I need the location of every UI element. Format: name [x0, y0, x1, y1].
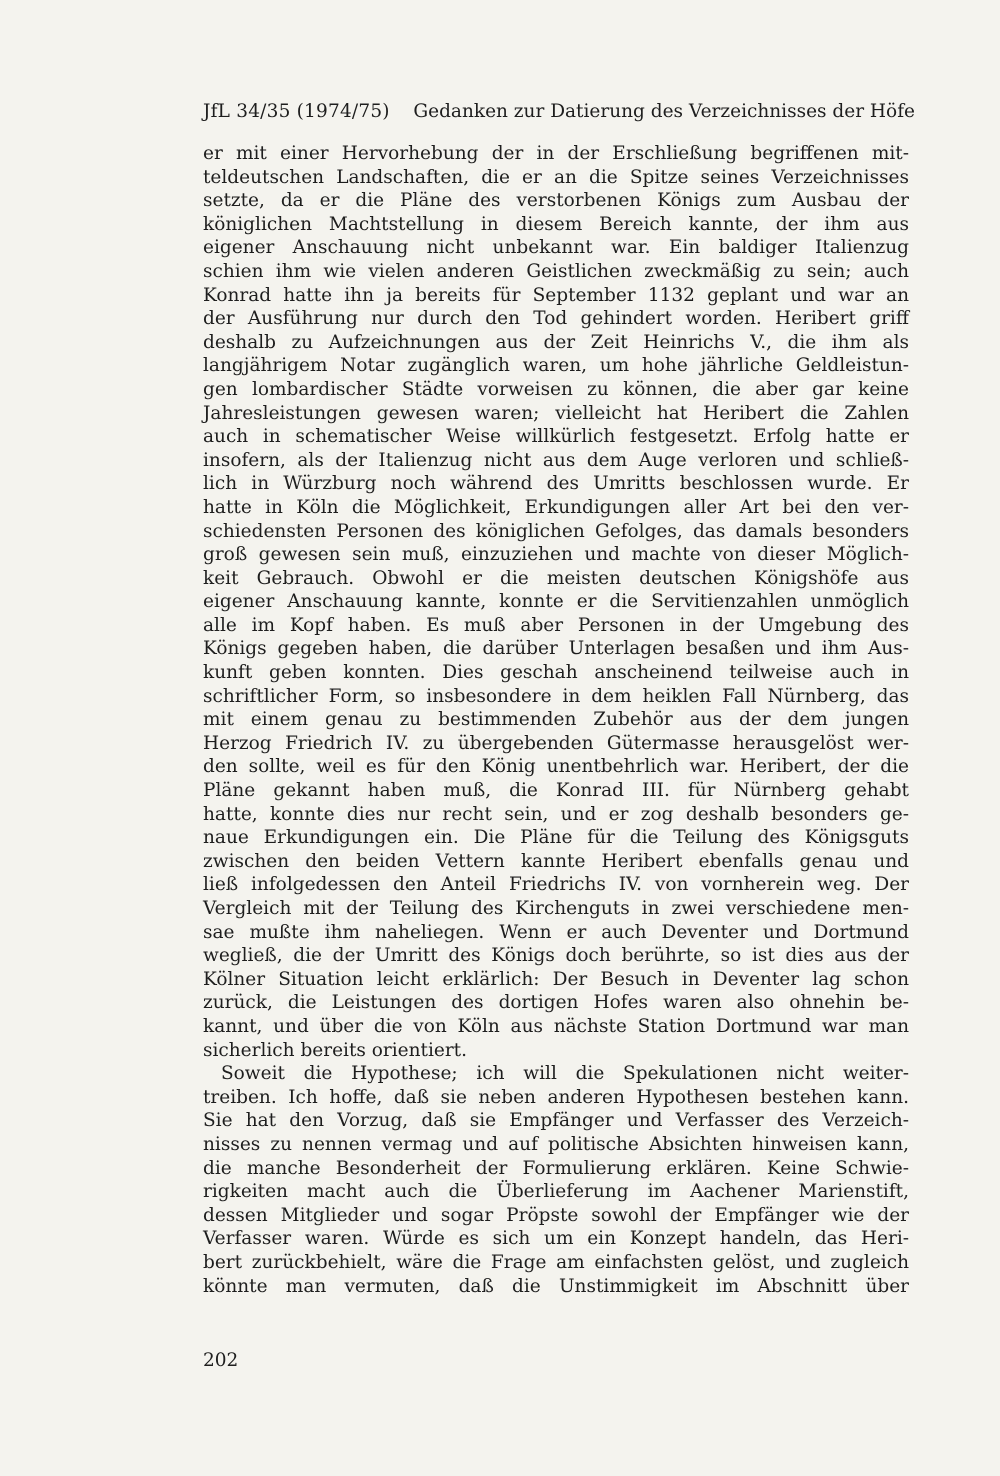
text-line: setzte, da er die Pläne des verstorbenen Königs zum Ausbau der [203, 190, 909, 212]
text-line: nisses zu nennen vermag und auf politische Absichten hinweisen kann, [203, 1133, 909, 1155]
text-line: königlichen Machtstellung in diesem Bereich kannte, der ihm aus [203, 213, 909, 235]
text-line: Soweit die Hypothese; ich will die Spekulationen nicht weiter- [221, 1063, 909, 1085]
paragraph [203, 142, 909, 1062]
text-line: kannt, und über die von Köln aus nächste Station Dortmund war man [203, 1015, 909, 1037]
text-line: zwischen den beiden Vettern kannte Heribert ebenfalls genau und [203, 850, 909, 872]
text-line: wegließ, die der Umritt des Königs doch berührte, so ist dies aus der [203, 945, 909, 967]
text-line: der Ausführung nur durch den Tod gehindert worden. Heribert griff [203, 308, 909, 330]
text-line: langjährigem Notar zugänglich waren, um hohe jährliche Geldleistun- [203, 355, 909, 377]
text-line: insofern, als der Italienzug nicht aus dem Auge verloren und schließ- [203, 449, 909, 471]
text-line: Jahresleistungen gewesen waren; vielleicht hat Heribert die Zahlen [203, 402, 909, 424]
text-line: rigkeiten macht auch die Überlieferung im Aachener Marienstift, [203, 1181, 909, 1203]
text-line: lich in Würzburg noch während des Umritts beschlossen wurde. Er [203, 473, 909, 495]
text-line: teldeutschen Landschaften, die er an die Spitze seines Verzeichnisses [203, 166, 909, 188]
text-line: hatte in Köln die Möglichkeit, Erkundigungen aller Art bei den ver- [203, 496, 909, 518]
running-head [203, 100, 915, 124]
text-line: schien ihm wie vielen anderen Geistlichen zweckmäßig zu sein; auch [203, 260, 909, 282]
text-line: schriftlicher Form, so insbesondere in dem heiklen Fall Nürnberg, das [203, 685, 909, 707]
text-line: mit einem genau zu bestimmenden Zubehör aus der dem jungen [203, 709, 909, 731]
text-line: Konrad hatte ihn ja bereits für September 1132 geplant und war an [203, 284, 909, 306]
text-line: sicherlich bereits orientiert. [203, 1039, 467, 1061]
text-line: Herzog Friedrich IV. zu übergebenden Gütermasse herausgelöst wer- [203, 732, 909, 754]
article-body [203, 142, 909, 1298]
text-line: zurück, die Leistungen des dortigen Hofes waren also ohnehin be- [203, 992, 909, 1014]
text-line: groß gewesen sein muß, einzuziehen und machte von dieser Möglich- [203, 544, 909, 566]
text-line: deshalb zu Aufzeichnungen aus der Zeit Heinrichs V., die ihm als [203, 331, 909, 353]
text-line: auch in schematischer Weise willkürlich festgesetzt. Erfolg hatte er [203, 426, 909, 448]
text-line: ließ infolgedessen den Anteil Friedrichs IV. von vornherein weg. Der [203, 874, 909, 896]
text-line: kunft geben konnten. Dies geschah anscheinend teilweise auch in [203, 662, 909, 684]
text-line: Verfasser waren. Würde es sich um ein Konzept handeln, das Heri- [203, 1228, 909, 1250]
text-line: bert zurückbehielt, wäre die Frage am einfachsten gelöst, und zugleich [203, 1251, 909, 1273]
text-line: naue Erkundigungen ein. Die Pläne für die Teilung des Königsguts [203, 827, 909, 849]
text-line: er mit einer Hervorhebung der in der Erschließung begriffenen mit- [203, 143, 909, 164]
paragraph [203, 1062, 909, 1298]
text-line: Kölner Situation leicht erklärlich: Der Besuch in Deventer lag schon [203, 968, 909, 990]
text-line: den sollte, weil es für den König unentbehrlich war. Heribert, der die [203, 756, 909, 778]
text-line: treiben. Ich hoffe, daß sie neben anderen Hypothesen bestehen kann. [203, 1086, 909, 1108]
text-line: hatte, konnte dies nur recht sein, und er zog deshalb besonders ge- [203, 803, 909, 825]
text-line: schiedensten Personen des königlichen Gefolges, das damals besonders [203, 520, 909, 542]
journal-reference: JfL 34/35 (1974/75) [203, 101, 390, 122]
text-line: Sie hat den Vorzug, daß sie Empfänger und Verfasser des Verzeich- [203, 1110, 909, 1132]
text-line: dessen Mitglieder und sogar Pröpste sowohl der Empfänger wie der [203, 1204, 909, 1226]
text-line: könnte man vermuten, daß die Unstimmigkeit im Abschnitt über [203, 1275, 909, 1297]
text-line: alle im Kopf haben. Es muß aber Personen in der Umgebung des [203, 614, 909, 636]
text-line: die manche Besonderheit der Formulierung erklären. Keine Schwie- [203, 1157, 909, 1179]
text-line: eigener Anschauung nicht unbekannt war. Ein baldiger Italienzug [203, 237, 909, 259]
text-line: gen lombardischer Städte vorweisen zu können, die aber gar keine [203, 378, 909, 400]
text-line: Vergleich mit der Teilung des Kirchenguts in zwei verschiedene men- [203, 898, 909, 919]
page-number: 202 [203, 1350, 239, 1371]
text-line: keit Gebrauch. Obwohl er die meisten deutschen Königshöfe aus [203, 567, 909, 589]
text-line: Pläne gekannt haben muß, die Konrad III. für Nürnberg gehabt [203, 780, 909, 802]
running-title: Gedanken zur Datierung des Verzeichnisses der Höfe [413, 101, 915, 122]
text-line: Königs gegeben haben, die darüber Unterlagen besaßen und ihm Aus- [203, 638, 909, 660]
text-line: sae mußte ihm naheliegen. Wenn er auch Deventer und Dortmund [203, 921, 909, 943]
text-line: eigener Anschauung kannte, konnte er die Servitienzahlen unmöglich [203, 591, 909, 613]
